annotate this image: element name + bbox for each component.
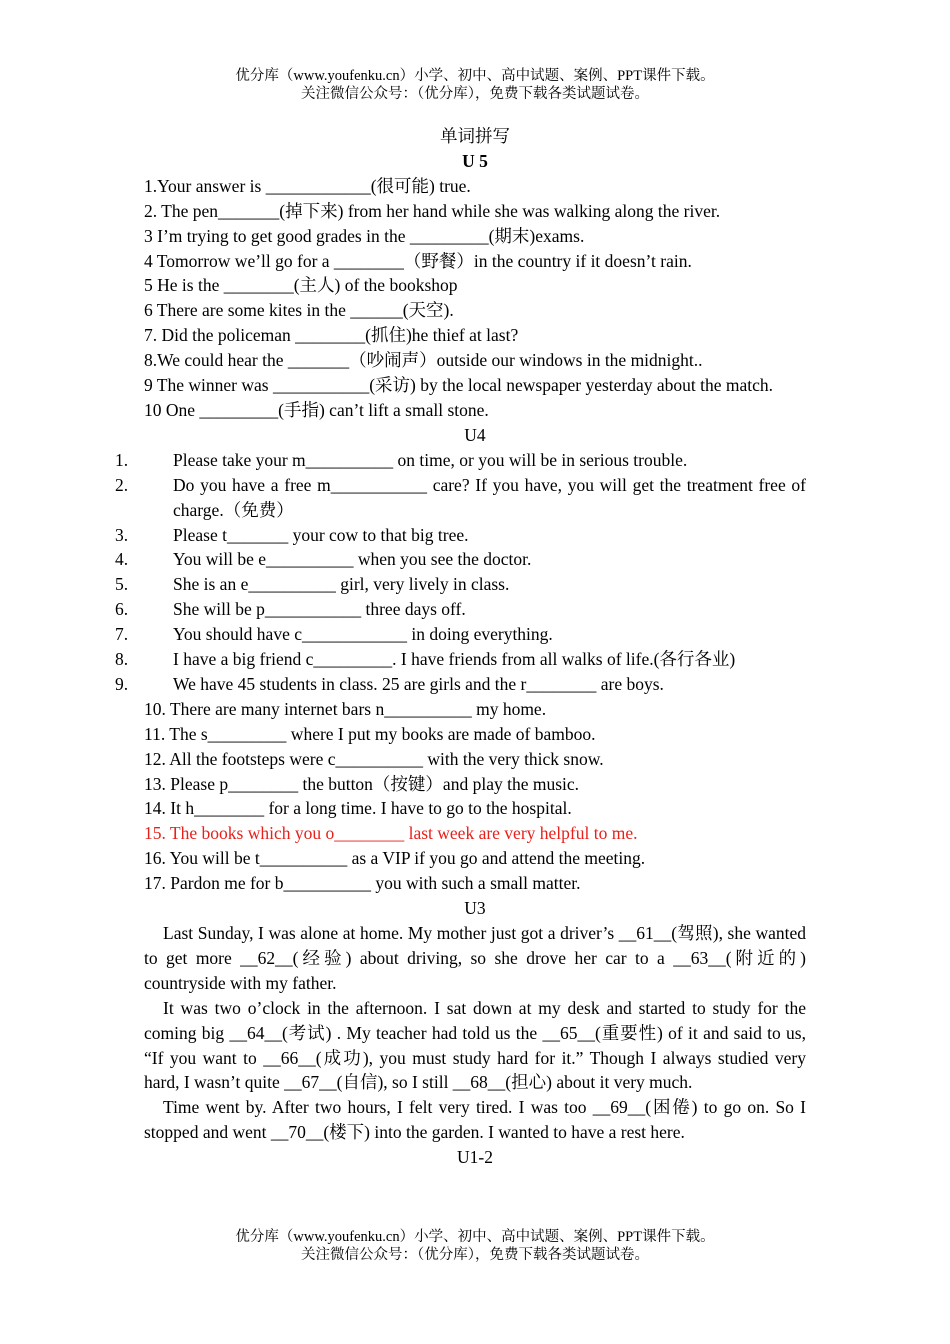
u5-item: 7. Did the policeman ________(抓住)he thief at last?	[144, 325, 519, 346]
u3-paragraph: Last Sunday, I was alone at home. My mother just got a driver’s __61__(驾照), she wanted to get more __62__(经验) about driving, so she drove her car to a __63__(附近的) countryside with my father.	[144, 923, 806, 993]
header-line-2: 关注微信公众号：（优分库），免费下载各类试题试卷。	[301, 86, 649, 102]
u3-paragraph: It was two o’clock in the afternoon. I sat down at my desk and started to study for the coming big __64__(考试) . My teacher had told us the __65__(重要性) of it and said to us, “If you want to __66__(成功), you must study hard for it.” Though I always studied very hard, I wasn’t quite __67__(自信), so I still __68__(担心) about it very much.	[144, 997, 806, 1093]
u4-item-number: 9.	[115, 673, 129, 694]
u5-item: 3 I’m trying to get good grades in the _________(期末)exams.	[144, 225, 585, 246]
footer-line-1: 优分库（www.youfenku.cn）小学、初中、高中试题、案例、PPT课件下载。	[235, 1229, 715, 1245]
u4-item: 11. The s_________ where I put my books are made of bamboo.	[144, 723, 596, 744]
u4-item-number: 3.	[115, 524, 129, 545]
u4-item-text: Do you have a free m___________ care? If you have, you will get the treatment free of charge.（免费）	[173, 474, 806, 520]
u4-item-number: 7.	[115, 624, 129, 645]
doc-title: 单词拼写	[440, 126, 510, 146]
u5-item: 4 Tomorrow we’ll go for a ________（野餐）in the country if it doesn’t rain.	[144, 250, 692, 271]
u4-item	[115, 523, 806, 548]
u4-item	[115, 448, 806, 473]
page-footer	[0, 1228, 950, 1264]
u4-item-text: I have a big friend c_________. I have friends from all walks of life.(各行各业)	[173, 649, 736, 670]
u4-item	[115, 572, 806, 597]
section-heading-u4: U4	[464, 424, 486, 445]
u4-item-number: 2.	[115, 474, 129, 495]
u5-item: 8.We could hear the _______（吵闹声）outside our windows in the midnight..	[144, 350, 703, 371]
u4-item: 13. Please p________ the button（按键）and play the music.	[144, 773, 580, 794]
u4-item-number: 5.	[115, 574, 129, 595]
u4-item-text: Please t_______ your cow to that big tree.	[173, 524, 469, 545]
u4-item: 12. All the footsteps were c__________ with the very thick snow.	[144, 748, 604, 769]
u4-item-number: 8.	[115, 649, 129, 670]
u4-item-text: She will be p___________ three days off.	[173, 599, 466, 620]
u5-item: 6 There are some kites in the ______(天空).	[144, 300, 454, 321]
u4-item: 17. Pardon me for b__________ you with such a small matter.	[144, 873, 581, 894]
u4-item: 14. It h________ for a long time. I have to go to the hospital.	[144, 798, 572, 819]
u4-item	[115, 597, 806, 622]
u4-item-highlighted: 15. The books which you o________ last week are very helpful to me.	[144, 823, 638, 844]
u5-item: 5 He is the ________(主人) of the bookshop	[144, 275, 458, 296]
u4-item	[115, 672, 806, 697]
u5-item: 1.Your answer is ____________(很可能) true.	[144, 175, 471, 196]
footer-line-2: 关注微信公众号：（优分库），免费下载各类试题试卷。	[301, 1247, 649, 1263]
u4-item-number: 6.	[115, 599, 129, 620]
u4-item-number: 1.	[115, 449, 129, 470]
u4-item: 10. There are many internet bars n__________ my home.	[144, 698, 547, 719]
worksheet-body	[115, 124, 806, 1170]
u5-item: 9 The winner was ___________(采访) by the local newspaper yesterday about the match.	[144, 375, 774, 396]
u5-item: 2. The pen_______(掉下来) from her hand while she was walking along the river.	[144, 200, 721, 221]
u4-item-text: You will be e__________ when you see the doctor.	[173, 549, 532, 570]
u4-item-text: Please take your m__________ on time, or you will be in serious trouble.	[173, 449, 688, 470]
u4-item	[115, 547, 806, 572]
u4-item-text: We have 45 students in class. 25 are girls and the r________ are boys.	[173, 673, 664, 694]
section-heading-u1-2: U1-2	[457, 1147, 493, 1168]
u4-item-text: She is an e__________ girl, very lively in class.	[173, 574, 510, 595]
page-header	[0, 67, 950, 103]
u5-item: 10 One _________(手指) can’t lift a small stone.	[144, 399, 489, 420]
u4-item	[115, 647, 806, 672]
u3-paragraph: Time went by. After two hours, I felt very tired. I was too __69__(困倦) to go on. So I stopped and went __70__(楼下) into the garden. I wanted to have a rest here.	[144, 1097, 806, 1143]
u4-item	[115, 622, 806, 647]
u4-item: 16. You will be t__________ as a VIP if you go and attend the meeting.	[144, 848, 646, 869]
section-heading-u5: U 5	[462, 150, 488, 171]
header-line-1: 优分库（www.youfenku.cn）小学、初中、高中试题、案例、PPT课件下载。	[235, 68, 715, 84]
u4-item	[115, 473, 806, 523]
section-heading-u3: U3	[464, 898, 486, 919]
u4-item-text: You should have c____________ in doing everything.	[173, 624, 553, 645]
u4-item-number: 4.	[115, 549, 129, 570]
